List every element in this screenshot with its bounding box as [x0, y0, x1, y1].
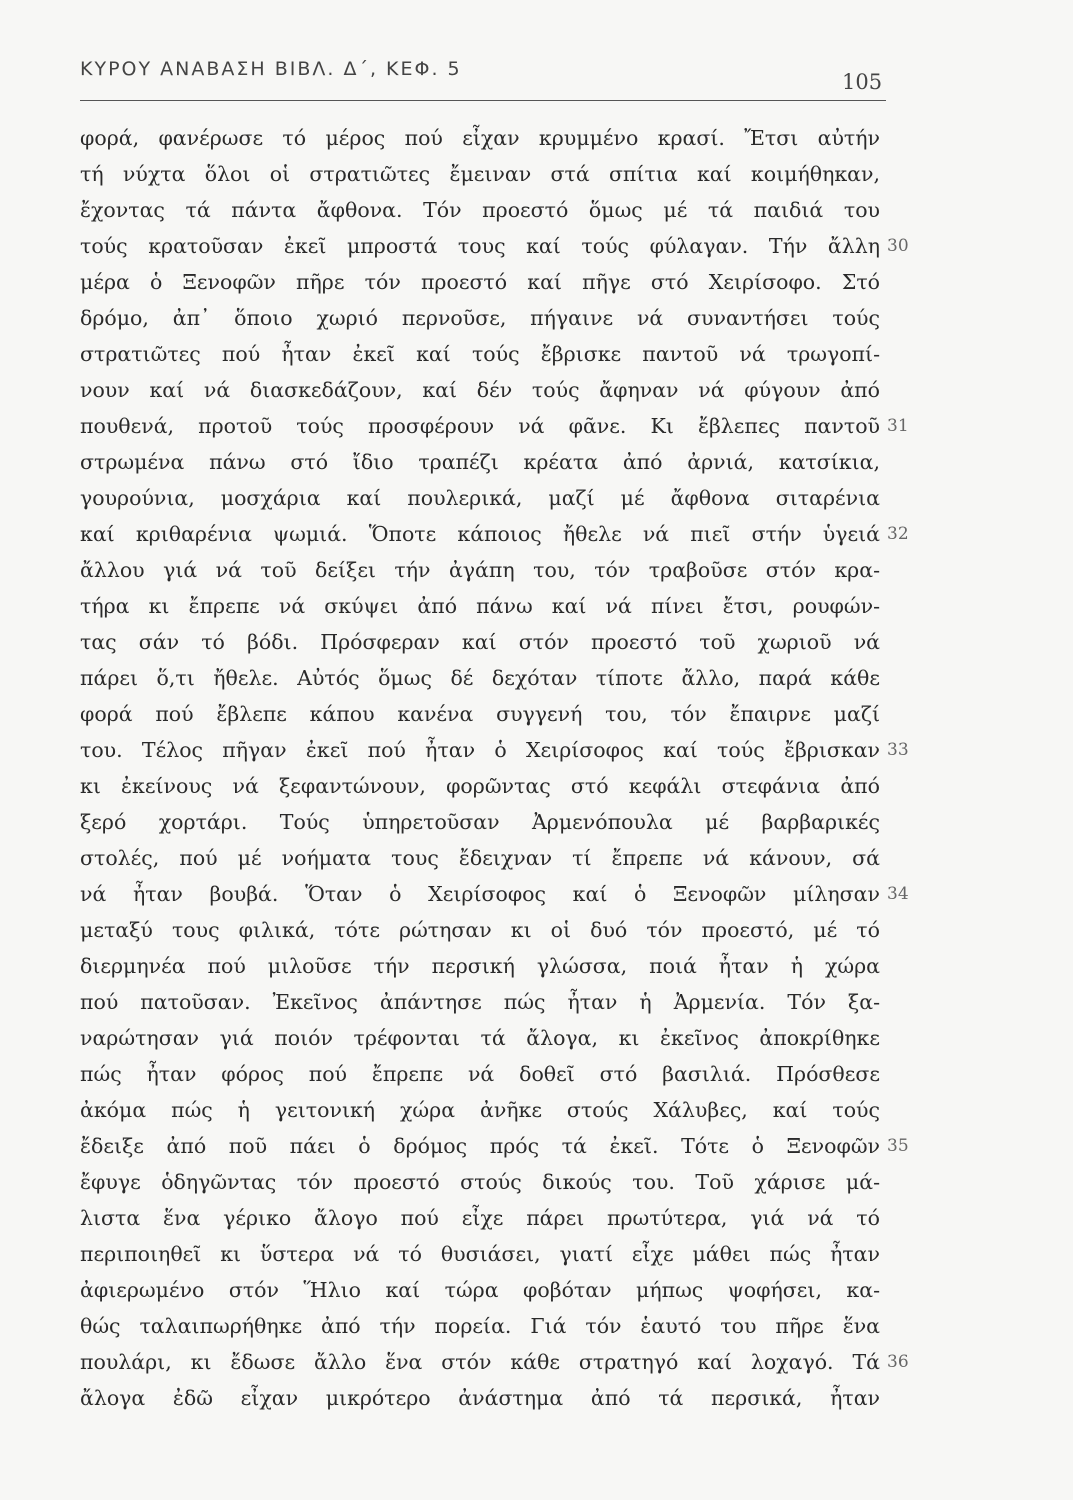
- text-line: τούς κρατοῦσαν ἐκεῖ μπροστά τους καί τούς φύλαγαν. Τήν ἄλλη: [80, 234, 880, 258]
- margin-section-number: 31: [887, 416, 909, 436]
- text-line: ἀκόμα πώς ἡ γειτονική χώρα ἀνῆκε στούς Χάλυβες, καί τούς: [80, 1098, 880, 1122]
- text-line: νουν καί νά διασκεδάζουν, καί δέν τούς ἄφηναν νά φύγουν ἀπό: [80, 378, 880, 402]
- text-line: ἔχοντας τά πάντα ἄφθονα. Τόν προεστό ὅμως μέ τά παιδιά του: [80, 198, 880, 222]
- text-line: ξερό χορτάρι. Τούς ὑπηρετοῦσαν Ἀρμενόπουλα μέ βαρβαρικές: [80, 810, 880, 834]
- margin-section-number: 34: [887, 884, 909, 904]
- text-line: μέρα ὁ Ξενοφῶν πῆρε τόν προεστό καί πῆγε στό Χειρίσοφο. Στό: [80, 270, 880, 294]
- text-line: ἔδειξε ἀπό ποῦ πάει ὁ δρόμος πρός τά ἐκεῖ. Τότε ὁ Ξενοφῶν: [80, 1134, 880, 1158]
- text-line: θώς ταλαιπωρήθηκε ἀπό τήν πορεία. Γιά τόν ἑαυτό του πῆρε ἕνα: [80, 1314, 880, 1338]
- text-line: ἄλλου γιά νά τοῦ δείξει τήν ἀγάπη του, τόν τραβοῦσε στόν κρα-: [80, 558, 880, 582]
- text-line: φορά πού ἔβλεπε κάπου κανένα συγγενή του, τόν ἔπαιρνε μαζί: [80, 702, 880, 726]
- text-line: στολές, πού μέ νοήματα τους ἔδειχναν τί ἔπρεπε νά κάνουν, σά: [80, 846, 880, 870]
- text-line: πουλάρι, κι ἔδωσε ἄλλο ἕνα στόν κάθε στρατηγό καί λοχαγό. Τά: [80, 1350, 880, 1374]
- margin-section-number: 30: [887, 236, 909, 256]
- text-line: ἀφιερωμένο στόν Ἥλιο καί τώρα φοβόταν μήπως ψοφήσει, κα-: [80, 1278, 880, 1302]
- text-line: πώς ἦταν φόρος πού ἔπρεπε νά δοθεῖ στό βασιλιά. Πρόσθεσε: [80, 1062, 880, 1086]
- text-line: πάρει ὅ,τι ἤθελε. Αὐτός ὅμως δέ δεχόταν τίποτε ἄλλο, παρά κάθε: [80, 666, 880, 690]
- text-line: κι ἐκείνους νά ξεφαντώνουν, φορῶντας στό κεφάλι στεφάνια ἀπό: [80, 774, 880, 798]
- text-line: στρωμένα πάνω στό ἴδιο τραπέζι κρέατα ἀπό ἀρνιά, κατσίκια,: [80, 450, 880, 474]
- header-rule: [80, 100, 886, 101]
- text-line: ἔφυγε ὁδηγῶντας τόν προεστό στούς δικούς του. Τοῦ χάρισε μά-: [80, 1170, 880, 1194]
- text-line: πού πατοῦσαν. Ἐκεῖνος ἀπάντησε πώς ἦταν ἡ Ἀρμενία. Τόν ξα-: [80, 990, 880, 1014]
- page-number: 105: [842, 70, 883, 94]
- margin-section-number: 32: [887, 524, 909, 544]
- text-line: τήρα κι ἔπρεπε νά σκύψει ἀπό πάνω καί νά πίνει ἔτσι, ρουφών-: [80, 594, 880, 618]
- text-line: του. Τέλος πῆγαν ἐκεῖ πού ἦταν ὁ Χειρίσοφος καί τούς ἔβρισκαν: [80, 738, 880, 762]
- text-line: λιστα ἕνα γέρικο ἄλογο πού εἶχε πάρει πρωτύτερα, γιά νά τό: [80, 1206, 880, 1230]
- margin-section-number: 35: [887, 1136, 909, 1156]
- text-line: ναρώτησαν γιά ποιόν τρέφονται τά ἄλογα, κι ἐκεῖνος ἀποκρίθηκε: [80, 1026, 880, 1050]
- running-head: ΚΥΡΟΥ ΑΝΑΒΑΣΗ ΒΙΒΛ. Δ΄, ΚΕΦ. 5: [80, 58, 462, 80]
- text-line: δρόμο, ἀπ᾿ ὅποιο χωριό περνοῦσε, πήγαινε νά συναντήσει τούς: [80, 306, 880, 330]
- text-line: περιποιηθεῖ κι ὕστερα νά τό θυσιάσει, γιατί εἶχε μάθει πώς ἦταν: [80, 1242, 880, 1266]
- text-line: γουρούνια, μοσχάρια καί πουλερικά, μαζί μέ ἄφθονα σιταρένια: [80, 486, 880, 510]
- text-line: νά ἦταν βουβά. Ὅταν ὁ Χειρίσοφος καί ὁ Ξενοφῶν μίλησαν: [80, 882, 880, 906]
- text-line: τας σάν τό βόδι. Πρόσφεραν καί στόν προεστό τοῦ χωριοῦ νά: [80, 630, 880, 654]
- text-line: στρατιῶτες πού ἦταν ἐκεῖ καί τούς ἔβρισκε παντοῦ νά τρωγοπί-: [80, 342, 880, 366]
- text-line: καί κριθαρένια ψωμιά. Ὅποτε κάποιος ἤθελε νά πιεῖ στήν ὑγειά: [80, 522, 880, 546]
- text-line: μεταξύ τους φιλικά, τότε ρώτησαν κι οἱ δυό τόν προεστό, μέ τό: [80, 918, 880, 942]
- text-line: τή νύχτα ὅλοι οἱ στρατιῶτες ἔμειναν στά σπίτια καί κοιμήθηκαν,: [80, 162, 880, 186]
- text-line: διερμηνέα πού μιλοῦσε τήν περσική γλώσσα, ποιά ἦταν ἡ χώρα: [80, 954, 880, 978]
- margin-section-number: 36: [887, 1352, 909, 1372]
- margin-section-number: 33: [887, 740, 909, 760]
- text-line: ἄλογα ἐδῶ εἶχαν μικρότερο ἀνάστημα ἀπό τά περσικά, ἦταν: [80, 1386, 880, 1410]
- text-line: πουθενά, προτοῦ τούς προσφέρουν νά φᾶνε. Κι ἔβλεπες παντοῦ: [80, 414, 880, 438]
- text-line: φορά, φανέρωσε τό μέρος πού εἶχαν κρυμμένο κρασί. Ἔτσι αὐτήν: [80, 126, 880, 150]
